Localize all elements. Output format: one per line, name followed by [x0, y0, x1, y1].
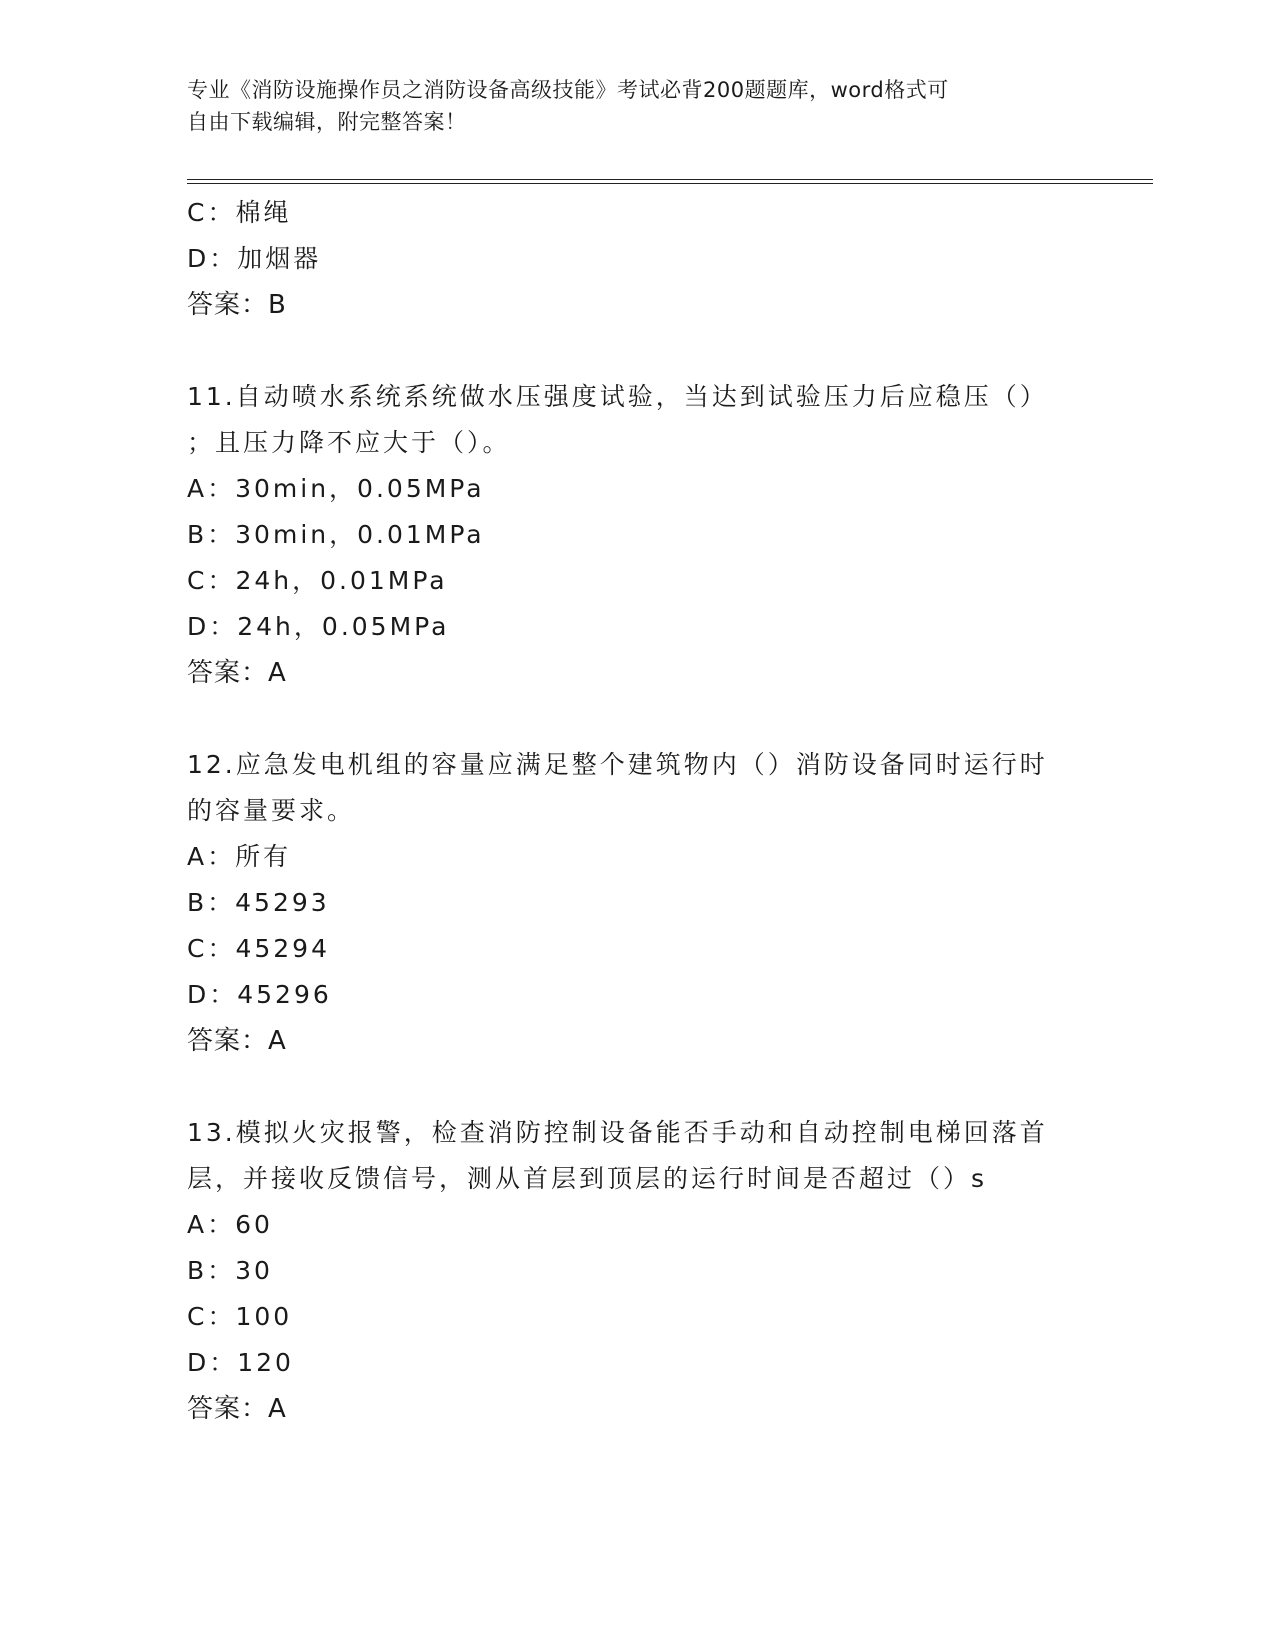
question-text-line: 的容量要求。 — [187, 796, 356, 825]
option-c: C：棉绳 — [187, 198, 292, 227]
header-line-1: 专业《消防设施操作员之消防设备高级技能》考试必背200题题库，word格式可 — [187, 78, 949, 102]
option-a: A：60 — [187, 1210, 273, 1239]
option-d: D：24h，0.05MPa — [187, 612, 450, 641]
option-c: C：45294 — [187, 934, 330, 963]
question-block-prev — [187, 190, 1087, 328]
question-text-line: 12.应急发电机组的容量应满足整个建筑物内（）消防设备同时运行时 — [187, 750, 1048, 779]
option-b: B：30min，0.01MPa — [187, 520, 485, 549]
option-d: D：120 — [187, 1348, 294, 1377]
answer: 答案：A — [187, 1394, 287, 1424]
option-c: C：100 — [187, 1302, 293, 1331]
header-divider-bottom — [187, 183, 1153, 184]
question-text — [187, 1110, 1087, 1202]
spacer — [187, 696, 1087, 742]
question-block-11 — [187, 374, 1087, 696]
question-text-line: ；且压力降不应大于（）。 — [187, 428, 511, 457]
answer: 答案：B — [187, 290, 287, 320]
option-d: D：45296 — [187, 980, 332, 1009]
question-text-line: 层，并接收反馈信号，测从首层到顶层的运行时间是否超过（）s — [187, 1164, 988, 1193]
option-d: D：加烟器 — [187, 244, 322, 273]
option-b: B：30 — [187, 1256, 273, 1285]
answer: 答案：A — [187, 1026, 287, 1056]
question-block-13 — [187, 1110, 1087, 1432]
header-divider-top — [187, 179, 1153, 180]
question-text-line: 13.模拟火灾报警，检查消防控制设备能否手动和自动控制电梯回落首 — [187, 1118, 1048, 1147]
option-b: B：45293 — [187, 888, 330, 917]
question-text-line: 11.自动喷水系统系统做水压强度试验，当达到试验压力后应稳压（） — [187, 382, 1048, 411]
answer: 答案：A — [187, 658, 287, 688]
option-a: A：30min，0.05MPa — [187, 474, 485, 503]
question-text — [187, 742, 1087, 834]
question-block-12 — [187, 742, 1087, 1064]
spacer — [187, 328, 1087, 374]
header-line-2: 自由下载编辑，附完整答案！ — [187, 110, 467, 134]
spacer — [187, 1064, 1087, 1110]
document-header — [187, 74, 1087, 138]
option-a: A：所有 — [187, 842, 292, 871]
question-text — [187, 374, 1087, 466]
option-c: C：24h，0.01MPa — [187, 566, 448, 595]
document-body — [187, 190, 1087, 1432]
